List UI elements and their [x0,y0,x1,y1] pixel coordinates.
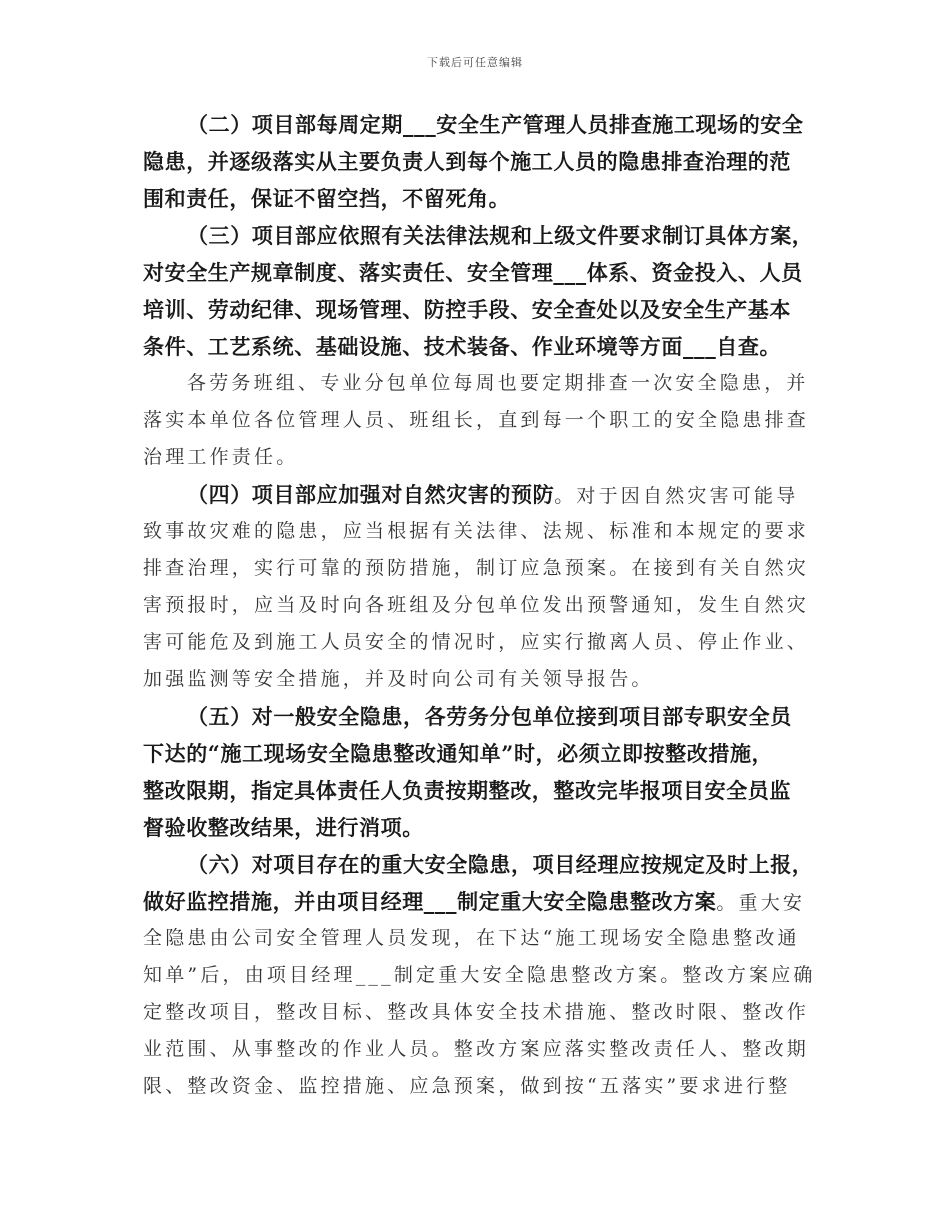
paragraph-line: 定整改项目，整改目标、整改具体安全技术措施、整改时限、整改作 [143,1001,810,1023]
paragraph-2 [143,106,815,217]
document-body [143,106,815,1105]
paragraph-heading: 做好监控措施，并由项目经理___制定重大安全隐患整改方案 [143,889,717,914]
paragraph-text: 。对于因自然灾害可能导 [554,485,799,507]
paragraph-heading: （六）对项目存在的重大安全隐患，项目经理应按规定及时上报， [187,852,814,877]
paragraph-line: 各劳务班组、专业分包单位每周也要定期排查一次安全隐患，并 [187,372,809,394]
paragraph-5 [143,698,815,846]
paragraph-line: 知单”后，由项目经理___制定重大安全隐患整改方案。整改方案应确 [143,964,816,986]
paragraph-line: 下达的“施工现场安全隐患整改通知单”时，必须立即按整改措施， [143,741,774,766]
paragraph-3 [143,217,815,365]
paragraph-line: 全隐患由公司安全管理人员发现，在下达“施工现场安全隐患整改通 [143,927,800,949]
paragraph-line: 害可能危及到施工人员安全的情况时，应实行撤离人员、停止作业、 [143,631,810,653]
paragraph-line: 排查治理，实行可靠的预防措施，制订应急预案。在接到有关自然灾 [143,557,810,579]
paragraph-subcontractors [143,365,815,476]
paragraph-line: 围和责任，保证不留空挡，不留死角。 [143,186,511,211]
paragraph-line: （五）对一般安全隐患，各劳务分包单位接到项目部专职安全员 [187,704,792,729]
paragraph-line: （二）项目部每周定期___安全生产管理人员排查施工现场的安全 [187,112,804,137]
paragraph-6 [143,846,815,1105]
paragraph-line: （三）项目部应依照有关法律法规和上级文件要求制订具体方案， [187,223,814,248]
paragraph-line: 加强监测等安全措施，并及时向公司有关领导报告。 [143,668,654,690]
paragraph-line: 致事故灾难的隐患，应当根据有关法律、法规、标准和本规定的要求 [143,520,810,542]
page-header: 下载后可任意编辑 [427,56,523,69]
paragraph-line: 治理工作责任。 [143,446,299,468]
paragraph-heading: （四）项目部应加强对自然灾害的预防 [187,482,555,507]
paragraph-text: 。重大安 [716,892,806,914]
paragraph-line [143,476,815,513]
paragraph-line: 条件、工艺系统、基础设施、技术装备、作业环境等方面___自查。 [143,334,782,359]
paragraph-line: 督验收整改结果，进行消项。 [143,815,424,840]
paragraph-line: 限、整改资金、监控措施、应急预案，做到按“五落实”要求进行整 [143,1075,791,1097]
paragraph-line: 隐患，并逐级落实从主要负责人到每个施工人员的隐患排查治理的范 [143,149,791,174]
paragraph-line: 整改限期，指定具体责任人负责按期整改，整改完毕报项目安全员监 [143,778,791,803]
paragraph-line: 培训、劳动纪律、现场管理、防控手段、安全查处以及安全生产基本 [143,297,791,322]
paragraph-line [143,883,815,920]
paragraph-4 [143,476,815,698]
paragraph-line: 害预报时，应当及时向各班组及分包单位发出预警通知，发生自然灾 [143,594,810,616]
paragraph-line: 对安全生产规章制度、落实责任、安全管理___体系、资金投入、人员 [143,260,803,285]
paragraph-line: 业范围、从事整改的作业人员。整改方案应落实整改责任人、整改期 [143,1038,810,1060]
paragraph-line [143,846,815,883]
paragraph-line: 落实本单位各位管理人员、班组长，直到每一个职工的安全隐患排查 [143,409,810,431]
